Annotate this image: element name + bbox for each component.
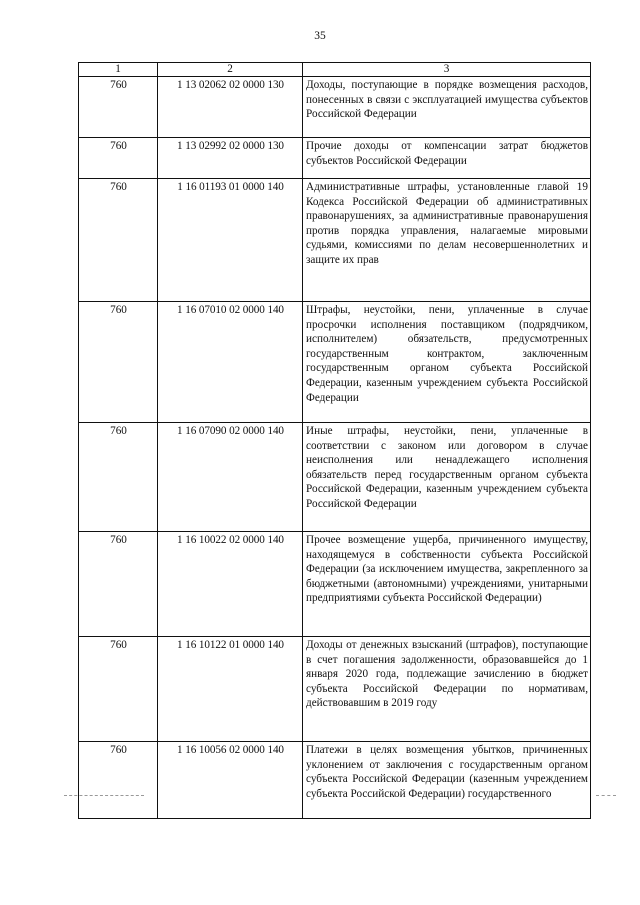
admin-code-cell: 760 [79,179,158,302]
scan-artifact-line [64,795,144,796]
table-row [79,77,591,138]
column-header-1: 1 [79,63,158,77]
admin-code-cell: 760 [79,423,158,532]
admin-code-cell: 760 [79,637,158,742]
revenue-code-cell: 1 16 07090 02 0000 140 [158,423,303,532]
table-row [79,423,591,532]
revenue-description-cell: Доходы, поступающие в порядке возмещения расходов, понесенных в связи с эксплуатацией имущества субъектов Российской Федерации [303,77,591,138]
table-header-row [79,63,591,77]
table-row [79,742,591,819]
revenue-description-cell: Штрафы, неустойки, пени, уплаченные в случае просрочки исполнения поставщиком (подрядчиком, исполнителем) обязательств, предусмотренных государственным контрактом, заключенным государственным органом субъекта Российской Федерации, казенным учреждением субъекта Российской Федерации [303,302,591,423]
budget-revenue-table [78,62,591,819]
admin-code-cell: 760 [79,742,158,819]
admin-code-cell: 760 [79,138,158,179]
revenue-code-cell: 1 13 02062 02 0000 130 [158,77,303,138]
revenue-description-cell: Прочее возмещение ущерба, причиненного имуществу, находящемуся в собственности субъекта Российской Федерации (за исключением имущества, закрепленного за бюджетными (автономными) учреждениями, унитарными предприятиями субъекта Российской Федерации) [303,532,591,637]
revenue-description-cell: Административные штрафы, установленные главой 19 Кодекса Российской Федерации об административных правонарушениях, за административные правонарушения против порядка управления, налагаемые мировыми судьями, комиссиями по делам несовершеннолетних и защите их прав [303,179,591,302]
revenue-description-cell: Прочие доходы от компенсации затрат бюджетов субъектов Российской Федерации [303,138,591,179]
revenue-code-cell: 1 16 07010 02 0000 140 [158,302,303,423]
admin-code-cell: 760 [79,532,158,637]
table-row [79,179,591,302]
revenue-code-cell: 1 13 02992 02 0000 130 [158,138,303,179]
admin-code-cell: 760 [79,302,158,423]
table-row [79,302,591,423]
revenue-description-cell: Доходы от денежных взысканий (штрафов), поступающие в счет погашения задолженности, образовавшейся до 1 января 2020 года, подлежащие зачислению в бюджет субъекта Российской Федерации по нормативам, действовавшим в 2019 году [303,637,591,742]
column-header-2: 2 [158,63,303,77]
revenue-code-cell: 1 16 10056 02 0000 140 [158,742,303,819]
admin-code-cell: 760 [79,77,158,138]
revenue-code-cell: 1 16 01193 01 0000 140 [158,179,303,302]
table-row [79,637,591,742]
revenue-code-cell: 1 16 10022 02 0000 140 [158,532,303,637]
table-row [79,532,591,637]
page-number: 35 [314,30,326,42]
scan-artifact-line [596,795,616,796]
table-row [79,138,591,179]
revenue-code-cell: 1 16 10122 01 0000 140 [158,637,303,742]
revenue-description-cell: Платежи в целях возмещения убытков, причиненных уклонением от заключения с государственным органом субъекта Российской Федерации (казенным учреждением субъекта Российской Федерации) государственного [303,742,591,819]
column-header-3: 3 [303,63,591,77]
revenue-description-cell: Иные штрафы, неустойки, пени, уплаченные в соответствии с законом или договором в случае неисполнения или ненадлежащего исполнения обязательств перед государственным органом субъекта Российской Федерации, казенным учреждением субъекта Российской Федерации [303,423,591,532]
